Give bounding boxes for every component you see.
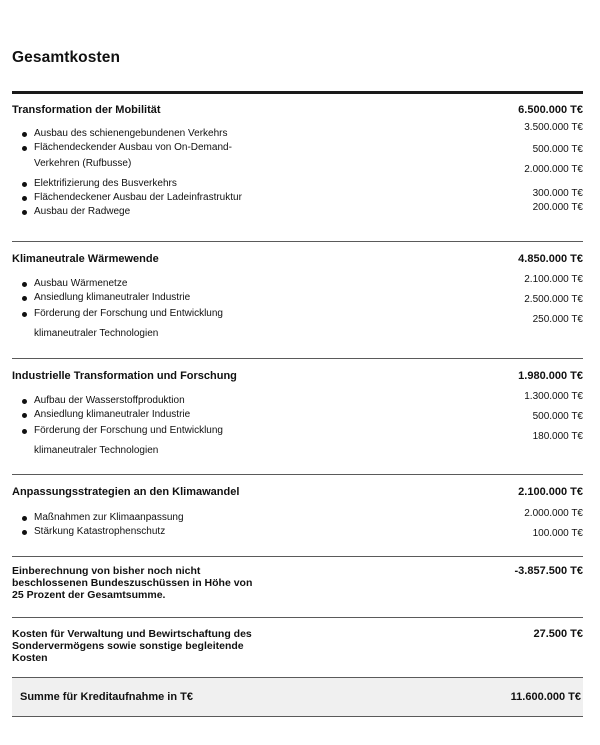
sum-label: Summe für Kreditaufnahme in T€	[20, 690, 193, 703]
bullet-icon	[22, 429, 27, 434]
page-title: Gesamtkosten	[12, 49, 121, 66]
item-label: Ansiedlung klimaneutraler Industrie	[34, 292, 191, 303]
bullet-icon	[22, 413, 27, 418]
section-header	[12, 475, 583, 499]
section-adaptation	[12, 475, 583, 557]
list-item	[12, 391, 583, 408]
admin-description	[12, 628, 302, 664]
item-value: 2.000.000 T€	[524, 508, 583, 519]
item-label: klimaneutraler Technologien	[34, 328, 159, 339]
item-label: Flächendeckender Ausbau von On-Demand-	[34, 142, 232, 153]
section-federal-subsidies	[12, 557, 583, 618]
item-label: Aufbau der Wasserstoffproduktion	[34, 395, 185, 406]
item-label: Ansiedlung klimaneutraler Industrie	[34, 409, 191, 420]
bullet-icon	[22, 296, 27, 301]
sum-row	[12, 678, 583, 717]
bullet-icon	[22, 516, 27, 521]
admin-value: 27.500 T€	[533, 628, 583, 640]
section-mobility	[12, 94, 583, 242]
item-label: Stärkung Katastrophenschutz	[34, 526, 166, 537]
item-value: 100.000 T€	[532, 528, 583, 539]
list-item	[12, 157, 583, 177]
section-total: 1.980.000 T€	[518, 370, 583, 382]
item-label: Verkehren (Rufbusse)	[34, 158, 132, 169]
section-header	[12, 359, 583, 383]
bullet-icon	[22, 210, 27, 215]
section-items	[12, 391, 583, 458]
section-header	[12, 242, 583, 266]
section-total: 4.850.000 T€	[518, 253, 583, 265]
item-value: 3.500.000 T€	[524, 122, 583, 133]
item-label: Flächendeckener Ausbau der Ladeinfrastruktur	[34, 192, 242, 203]
federal-line: beschlossenen Bundeszuschüssen in Höhe von	[12, 577, 253, 589]
item-value: 180.000 T€	[532, 431, 583, 442]
section-title: Transformation der Mobilität	[12, 104, 161, 116]
section-header	[12, 618, 583, 664]
item-label: Förderung der Forschung und Entwicklung	[34, 425, 223, 436]
section-admin-costs	[12, 618, 583, 678]
item-value: 500.000 T€	[532, 144, 583, 155]
section-title: Klimaneutrale Wärmewende	[12, 253, 159, 265]
section-items	[12, 274, 583, 341]
federal-description	[12, 565, 302, 601]
list-item	[12, 424, 583, 444]
bullet-icon	[22, 282, 27, 287]
cost-table	[12, 91, 583, 717]
sum-value: 11.600.000 T€	[510, 690, 581, 703]
section-title: Industrielle Transformation und Forschung	[12, 370, 237, 382]
item-label: Förderung der Forschung und Entwicklung	[34, 308, 223, 319]
list-item	[12, 188, 583, 205]
item-value: 2.000.000 T€	[524, 164, 583, 175]
item-label: Ausbau der Radwege	[34, 206, 131, 217]
admin-line: Sondervermögens sowie sonstige begleitende	[12, 640, 244, 652]
list-item	[12, 274, 583, 291]
bullet-icon	[22, 196, 27, 201]
item-value: 2.500.000 T€	[524, 294, 583, 305]
federal-line: Einberechnung von bisher noch nicht	[12, 565, 201, 577]
bullet-icon	[22, 312, 27, 317]
list-item	[12, 508, 583, 525]
item-label: Ausbau des schienengebundenen Verkehrs	[34, 128, 228, 139]
admin-line: Kosten	[12, 652, 48, 664]
item-value: 2.100.000 T€	[524, 274, 583, 285]
bullet-icon	[22, 182, 27, 187]
item-label: klimaneutraler Technologien	[34, 445, 159, 456]
federal-value: -3.857.500 T€	[514, 565, 583, 577]
section-header	[12, 94, 583, 117]
section-items	[12, 508, 583, 541]
admin-line: Kosten für Verwaltung und Bewirtschaftung des	[12, 628, 252, 640]
section-industry	[12, 359, 583, 475]
bullet-icon	[22, 146, 27, 151]
list-item	[12, 141, 583, 157]
bullet-icon	[22, 399, 27, 404]
item-value: 500.000 T€	[532, 411, 583, 422]
item-label: Maßnahmen zur Klimaanpassung	[34, 512, 184, 523]
item-value: 300.000 T€	[532, 188, 583, 199]
item-value: 1.300.000 T€	[524, 391, 583, 402]
section-total: 2.100.000 T€	[518, 486, 583, 498]
section-items	[12, 122, 583, 219]
list-item	[12, 444, 583, 458]
item-value: 200.000 T€	[532, 202, 583, 213]
section-heat	[12, 242, 583, 359]
list-item	[12, 177, 583, 191]
list-item	[12, 408, 583, 424]
list-item	[12, 291, 583, 307]
item-value: 250.000 T€	[532, 314, 583, 325]
bullet-icon	[22, 132, 27, 137]
list-item	[12, 122, 583, 141]
list-item	[12, 202, 583, 219]
list-item	[12, 525, 583, 541]
bullet-icon	[22, 530, 27, 535]
federal-line: 25 Prozent der Gesamtsumme.	[12, 589, 166, 601]
section-title: Anpassungsstrategien an den Klimawandel	[12, 486, 240, 498]
list-item	[12, 307, 583, 327]
section-total: 6.500.000 T€	[518, 104, 583, 116]
section-header	[12, 557, 583, 601]
list-item	[12, 327, 583, 341]
item-label: Ausbau Wärmenetze	[34, 278, 128, 289]
item-label: Elektrifizierung des Busverkehrs	[34, 178, 177, 189]
